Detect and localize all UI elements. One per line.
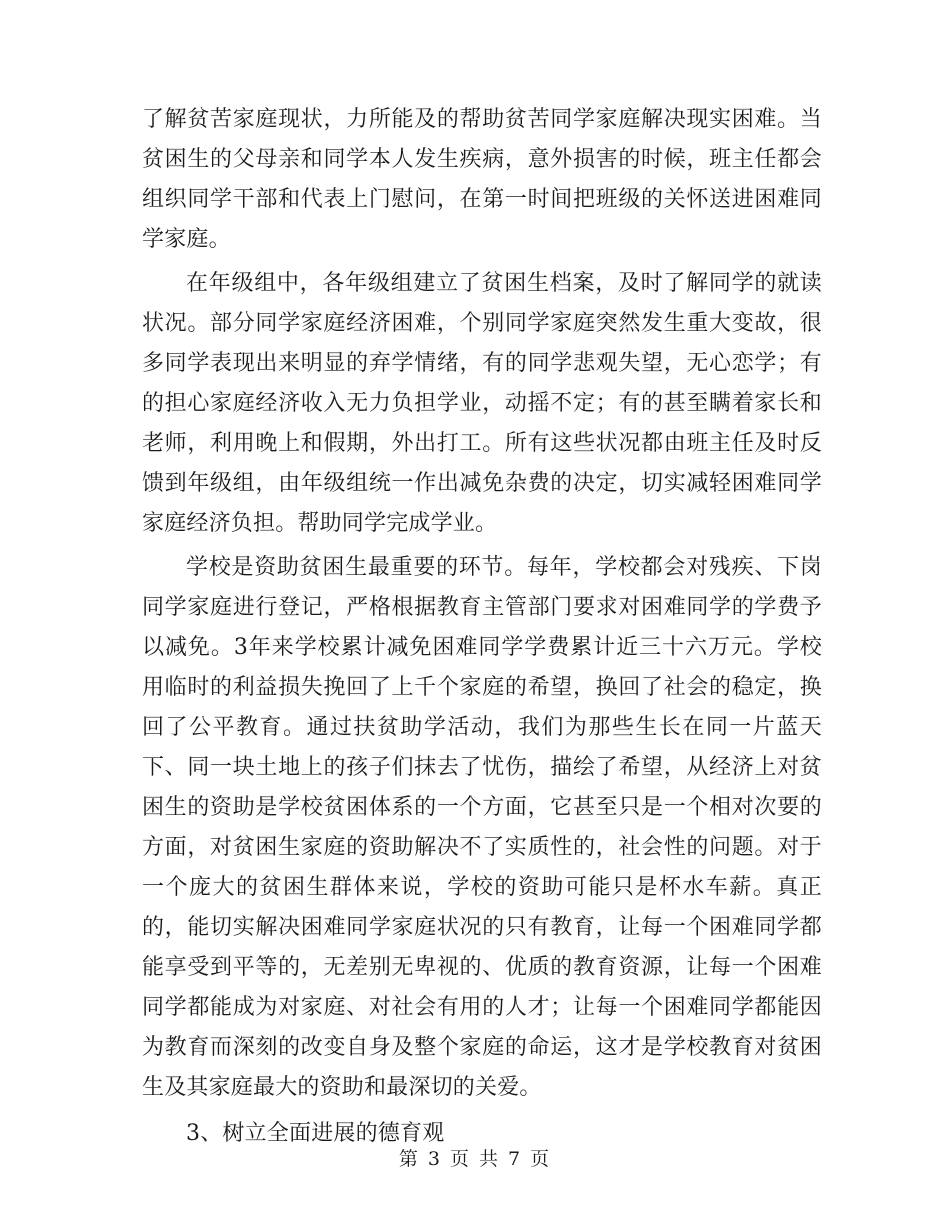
- paragraph-1: 了解贫苦家庭现状，力所能及的帮助贫苦同学家庭解决现实困难。当贫困生的父母亲和同学本人发生疾病，意外损害的时候，班主任都会组织同学干部和代表上门慰问，在第一时间把班级的关怀送进困难同学家庭。: [142, 107, 822, 252]
- page-number-footer: 第 3 页 共 7 页: [398, 1148, 552, 1170]
- paragraph-2: 在年级组中，各年级组建立了贫困生档案，及时了解同学的就读状况。部分同学家庭经济困难，个别同学家庭突然发生重大变故，很多同学表现出来明显的弃学情绪，有的同学悲观失望，无心恋学；有的担心家庭经济收入无力负担学业，动摇不定；有的甚至瞒着家长和老师，利用晚上和假期，外出打工。所有这些状况都由班主任及时反馈到年级组，由年级组统一作出减免杂费的决定，切实减轻困难同学家庭经济负担。帮助同学完成学业。: [142, 271, 822, 536]
- paragraph-3: 学校是资助贫困生最重要的环节。每年，学校都会对残疾、下岗同学家庭进行登记，严格根据教育主管部门要求对困难同学的学费予以减免。3年来学校累计减免困难同学学费累计近三十六万元。学校用临时的利益损失挽回了上千个家庭的希望，换回了社会的稳定，换回了公平教育。通过扶贫助学活动，我们为那些生长在同一片蓝天下、同一块土地上的孩子们抹去了忧伤，描绘了希望，从经济上对贫困生的资助是学校贫困体系的一个方面，它甚至只是一个相对次要的方面，对贫困生家庭的资助解决不了实质性的，社会性的问题。对于一个庞大的贫困生群体来说，学校的资助可能只是杯水车薪。真正的，能切实解决困难同学家庭状况的只有教育，让每一个困难同学都能享受到平等的，无差别无卑视的、优质的教育资源，让每一个困难同学都能成为对家庭、对社会有用的人才；让每一个困难同学都能因为教育而深刻的改变自身及整个家庭的命运，这才是学校教育对贫困生及其家庭最大的资助和最深切的关爱。: [142, 555, 822, 1100]
- document-body: [142, 100, 822, 1154]
- section-heading: 3、树立全面进展的德育观: [186, 1121, 445, 1146]
